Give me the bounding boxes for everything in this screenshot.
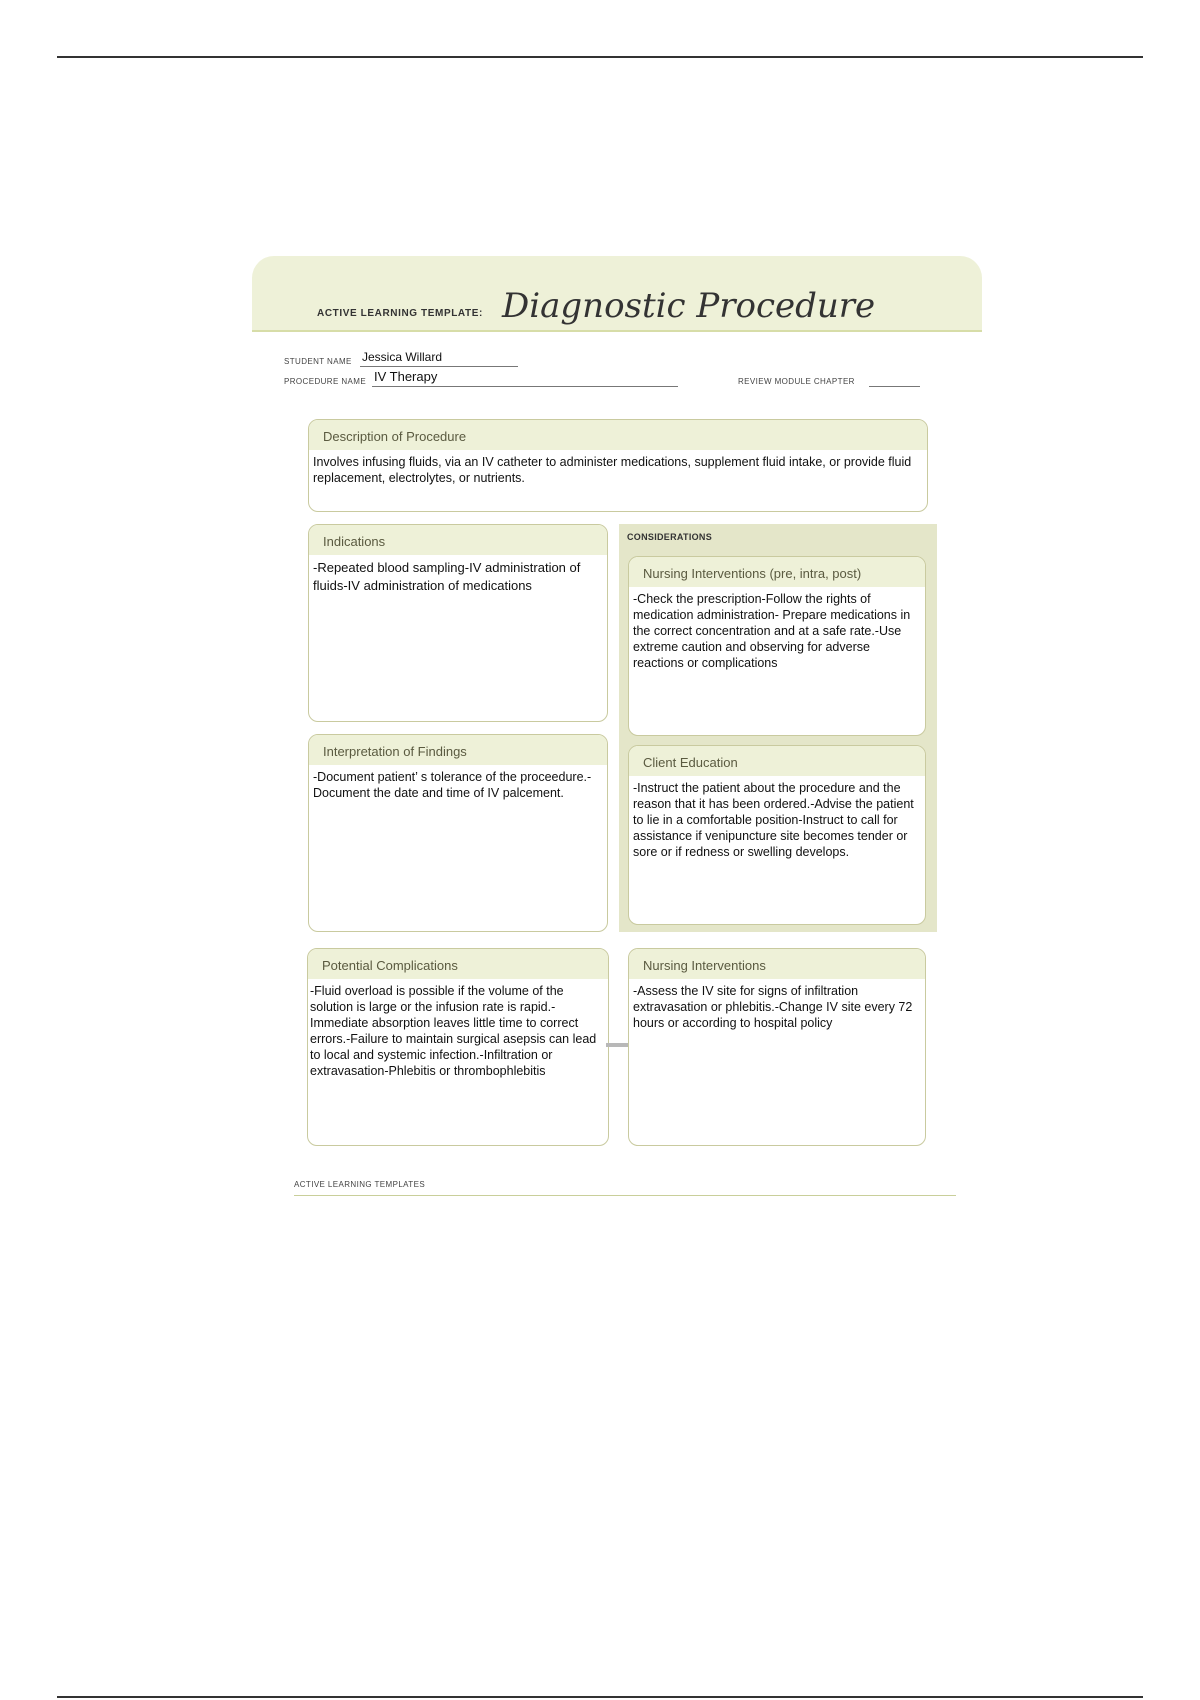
nursing-interventions-text[interactable]: -Assess the IV site for signs of infiltration extravasation or phlebitis.-Change IV site every 72 hours or according to hospital policy (633, 984, 913, 1030)
client-education-box (628, 745, 926, 925)
considerations-label: CONSIDERATIONS (627, 532, 713, 542)
procedure-name-label: PROCEDURE NAME (284, 377, 367, 386)
review-module-line[interactable] (869, 386, 920, 387)
nursing-interventions-pre-title: Nursing Interventions (pre, intra, post) (629, 557, 925, 587)
nursing-interventions-pre-text[interactable]: -Check the prescription-Follow the rights of medication administration- Prepare medications in the correct concentration and at a safe rate.-Use extreme caution and observing for adverse reactions or complications (633, 592, 911, 670)
description-box (308, 419, 928, 512)
nursing-interventions-pre-box (628, 556, 926, 736)
complications-connector (606, 1043, 628, 1047)
page-bottom-rule (57, 1696, 1143, 1698)
description-text[interactable]: Involves infusing fluids, via an IV catheter to administer medications, supplement fluid intake, or provide fluid replacement, electrolytes, or nutrients. (313, 455, 912, 485)
nursing-interventions-box (628, 948, 926, 1146)
template-header-title: Diagnostic Procedure (502, 286, 876, 326)
diagnostic-procedure-template (252, 256, 982, 1196)
indications-box (308, 524, 608, 722)
interpretation-title: Interpretation of Findings (309, 735, 607, 765)
student-name-label: STUDENT NAME (284, 357, 352, 366)
indications-text[interactable]: -Repeated blood sampling-IV administration of fluids-IV administration of medications (313, 560, 581, 593)
procedure-name-line (372, 386, 678, 387)
student-name-field[interactable]: Jessica Willard (362, 350, 443, 364)
client-education-title: Client Education (629, 746, 925, 776)
procedure-name-field[interactable]: IV Therapy (374, 369, 438, 384)
interpretation-box (308, 734, 608, 932)
template-header (252, 256, 982, 332)
indications-title: Indications (309, 525, 607, 555)
interpretation-text[interactable]: -Document patient’ s tolerance of the proceedure.-Document the date and time of IV palcement. (313, 770, 592, 800)
potential-complications-box (307, 948, 609, 1146)
page-top-rule (57, 56, 1143, 58)
student-name-line (360, 366, 518, 367)
nursing-interventions-title: Nursing Interventions (629, 949, 925, 979)
footer-rule (294, 1195, 956, 1196)
potential-complications-text[interactable]: -Fluid overload is possible if the volume of the solution is large or the infusion rate is rapid.-Immediate absorption leaves little time to correct errors.-Failure to maintain surgical asepsis can lead to local and systemic infection.-Infiltration or extravasation-Phlebitis or thrombophlebitis (310, 984, 597, 1078)
description-title: Description of Procedure (309, 420, 927, 450)
client-education-text[interactable]: -Instruct the patient about the procedure and the reason that it has been ordered.-Advise the patient to lie in a comfortable position-Instruct to call for assistance if venipuncture site becomes tender or sore or if redness or swelling develops. (633, 781, 914, 859)
template-header-small-title: ACTIVE LEARNING TEMPLATE: (317, 308, 483, 319)
review-module-label: REVIEW MODULE CHAPTER (738, 377, 855, 386)
footer-label: ACTIVE LEARNING TEMPLATES (294, 1180, 426, 1189)
potential-complications-title: Potential Complications (308, 949, 608, 979)
